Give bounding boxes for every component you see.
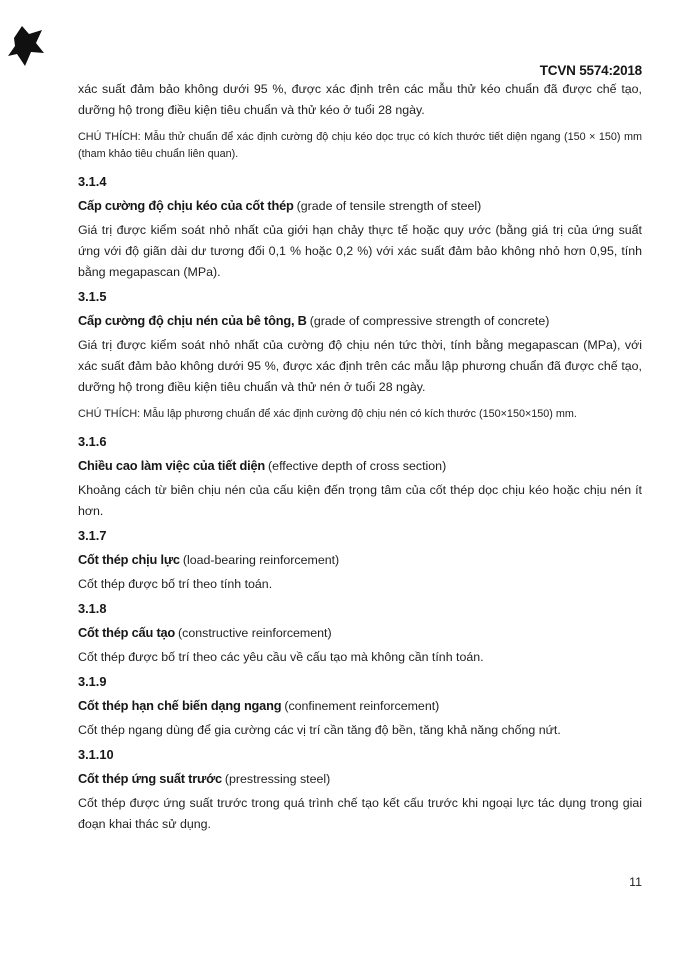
definition-section xyxy=(78,171,642,283)
section-number: 3.1.7 xyxy=(78,528,107,543)
section-number: 3.1.4 xyxy=(78,174,107,189)
term-vietnamese: Chiều cao làm việc của tiết diện xyxy=(78,458,266,473)
term-english: (grade of tensile strength of steel) xyxy=(296,199,482,213)
definition-section xyxy=(78,525,642,595)
section-note: CHÚ THÍCH: Mẫu lập phương chuẩn để xác định cường độ chịu nén có kích thước (150×150×150) mm. xyxy=(78,408,577,420)
section-number: 3.1.5 xyxy=(78,289,107,304)
term-heading xyxy=(78,622,642,644)
term-vietnamese: Cốt thép hạn chế biến dạng ngang xyxy=(78,698,282,713)
term-english: (confinement reinforcement) xyxy=(284,699,440,713)
content-column xyxy=(0,62,700,835)
intro-paragraph: xác suất đảm bảo không dưới 95 %, được xác định trên các mẫu thử kéo chuẩn đã được chế tạo, dưỡng hộ trong điều kiện tiêu chuẩn và thử kéo ở tuổi 28 ngày. xyxy=(78,82,642,117)
definition-section xyxy=(78,671,642,741)
definition-section xyxy=(78,286,642,423)
term-english: (prestressing steel) xyxy=(224,772,331,786)
definition-section xyxy=(78,744,642,835)
section-body: Cốt thép được ứng suất trước trong quá trình chế tạo kết cấu trước khi ngoại lực tác dụng trong giai đoạn khai thác sử dụng. xyxy=(78,796,642,831)
section-body: Giá trị được kiểm soát nhỏ nhất của cường độ chịu nén tức thời, tính bằng megapascan (MPa), với xác suất đảm bảo không dưới 95 %, được xác định trên các mẫu lập phương chuẩn đã được chế tạo, dưỡng hộ trong điều kiện tiêu chuẩn và thử nén ở tuổi 28 ngày. xyxy=(78,338,642,394)
term-vietnamese: Cốt thép chịu lực xyxy=(78,552,180,567)
term-vietnamese: Cấp cường độ chịu kéo của cốt thép xyxy=(78,198,294,213)
term-english: (grade of compressive strength of concrete) xyxy=(309,314,550,328)
section-body: Giá trị được kiểm soát nhỏ nhất của giới hạn chảy thực tế hoặc quy ước (bằng giá trị của ứng suất ứng với độ giãn dài dư tương đối 0,1 % hoặc 0,2 %) với xác suất đảm bảo không nhỏ hơn 0,95, tính bằng megapascan (MPa). xyxy=(78,223,642,279)
sections xyxy=(78,171,642,835)
section-body: Cốt thép được bố trí theo tính toán. xyxy=(78,577,273,591)
section-number: 3.1.10 xyxy=(78,747,114,762)
term-heading xyxy=(78,768,642,790)
term-english: (constructive reinforcement) xyxy=(178,626,332,640)
intro-note: CHÚ THÍCH: Mẫu thử chuẩn để xác định cường độ chịu kéo dọc trục có kích thước tiết diện ngang (150 × 150) mm (tham khảo tiêu chuẩn liên quan). xyxy=(78,131,642,160)
section-body: Khoảng cách từ biên chịu nén của cấu kiện đến trọng tâm của cốt thép dọc chịu kéo hoặc chịu nén ít hơn. xyxy=(78,483,642,518)
document-header-title: TCVN 5574:2018 xyxy=(539,63,642,78)
definition-section xyxy=(78,431,642,522)
term-heading xyxy=(78,549,642,571)
section-body: Cốt thép được bố trí theo các yêu cầu về cấu tạo mà không cần tính toán. xyxy=(78,650,484,664)
term-vietnamese: Cốt thép cấu tạo xyxy=(78,625,176,640)
term-vietnamese: Cốt thép ứng suất trước xyxy=(78,771,222,786)
page-number: 11 xyxy=(629,875,642,889)
term-heading xyxy=(78,195,642,217)
definition-section xyxy=(78,598,642,668)
section-number: 3.1.8 xyxy=(78,601,107,616)
term-english: (effective depth of cross section) xyxy=(268,459,447,473)
term-heading xyxy=(78,455,642,477)
section-body: Cốt thép ngang dùng để gia cường các vị trí cần tăng độ bền, tăng khả năng chống nứt. xyxy=(78,723,561,737)
term-english: (load-bearing reinforcement) xyxy=(182,553,340,567)
section-number: 3.1.9 xyxy=(78,674,107,689)
term-heading xyxy=(78,310,642,332)
term-heading xyxy=(78,695,642,717)
term-vietnamese: Cấp cường độ chịu nén của bê tông, B xyxy=(78,313,307,328)
corner-ink-mark xyxy=(7,25,45,67)
section-number: 3.1.6 xyxy=(78,434,107,449)
